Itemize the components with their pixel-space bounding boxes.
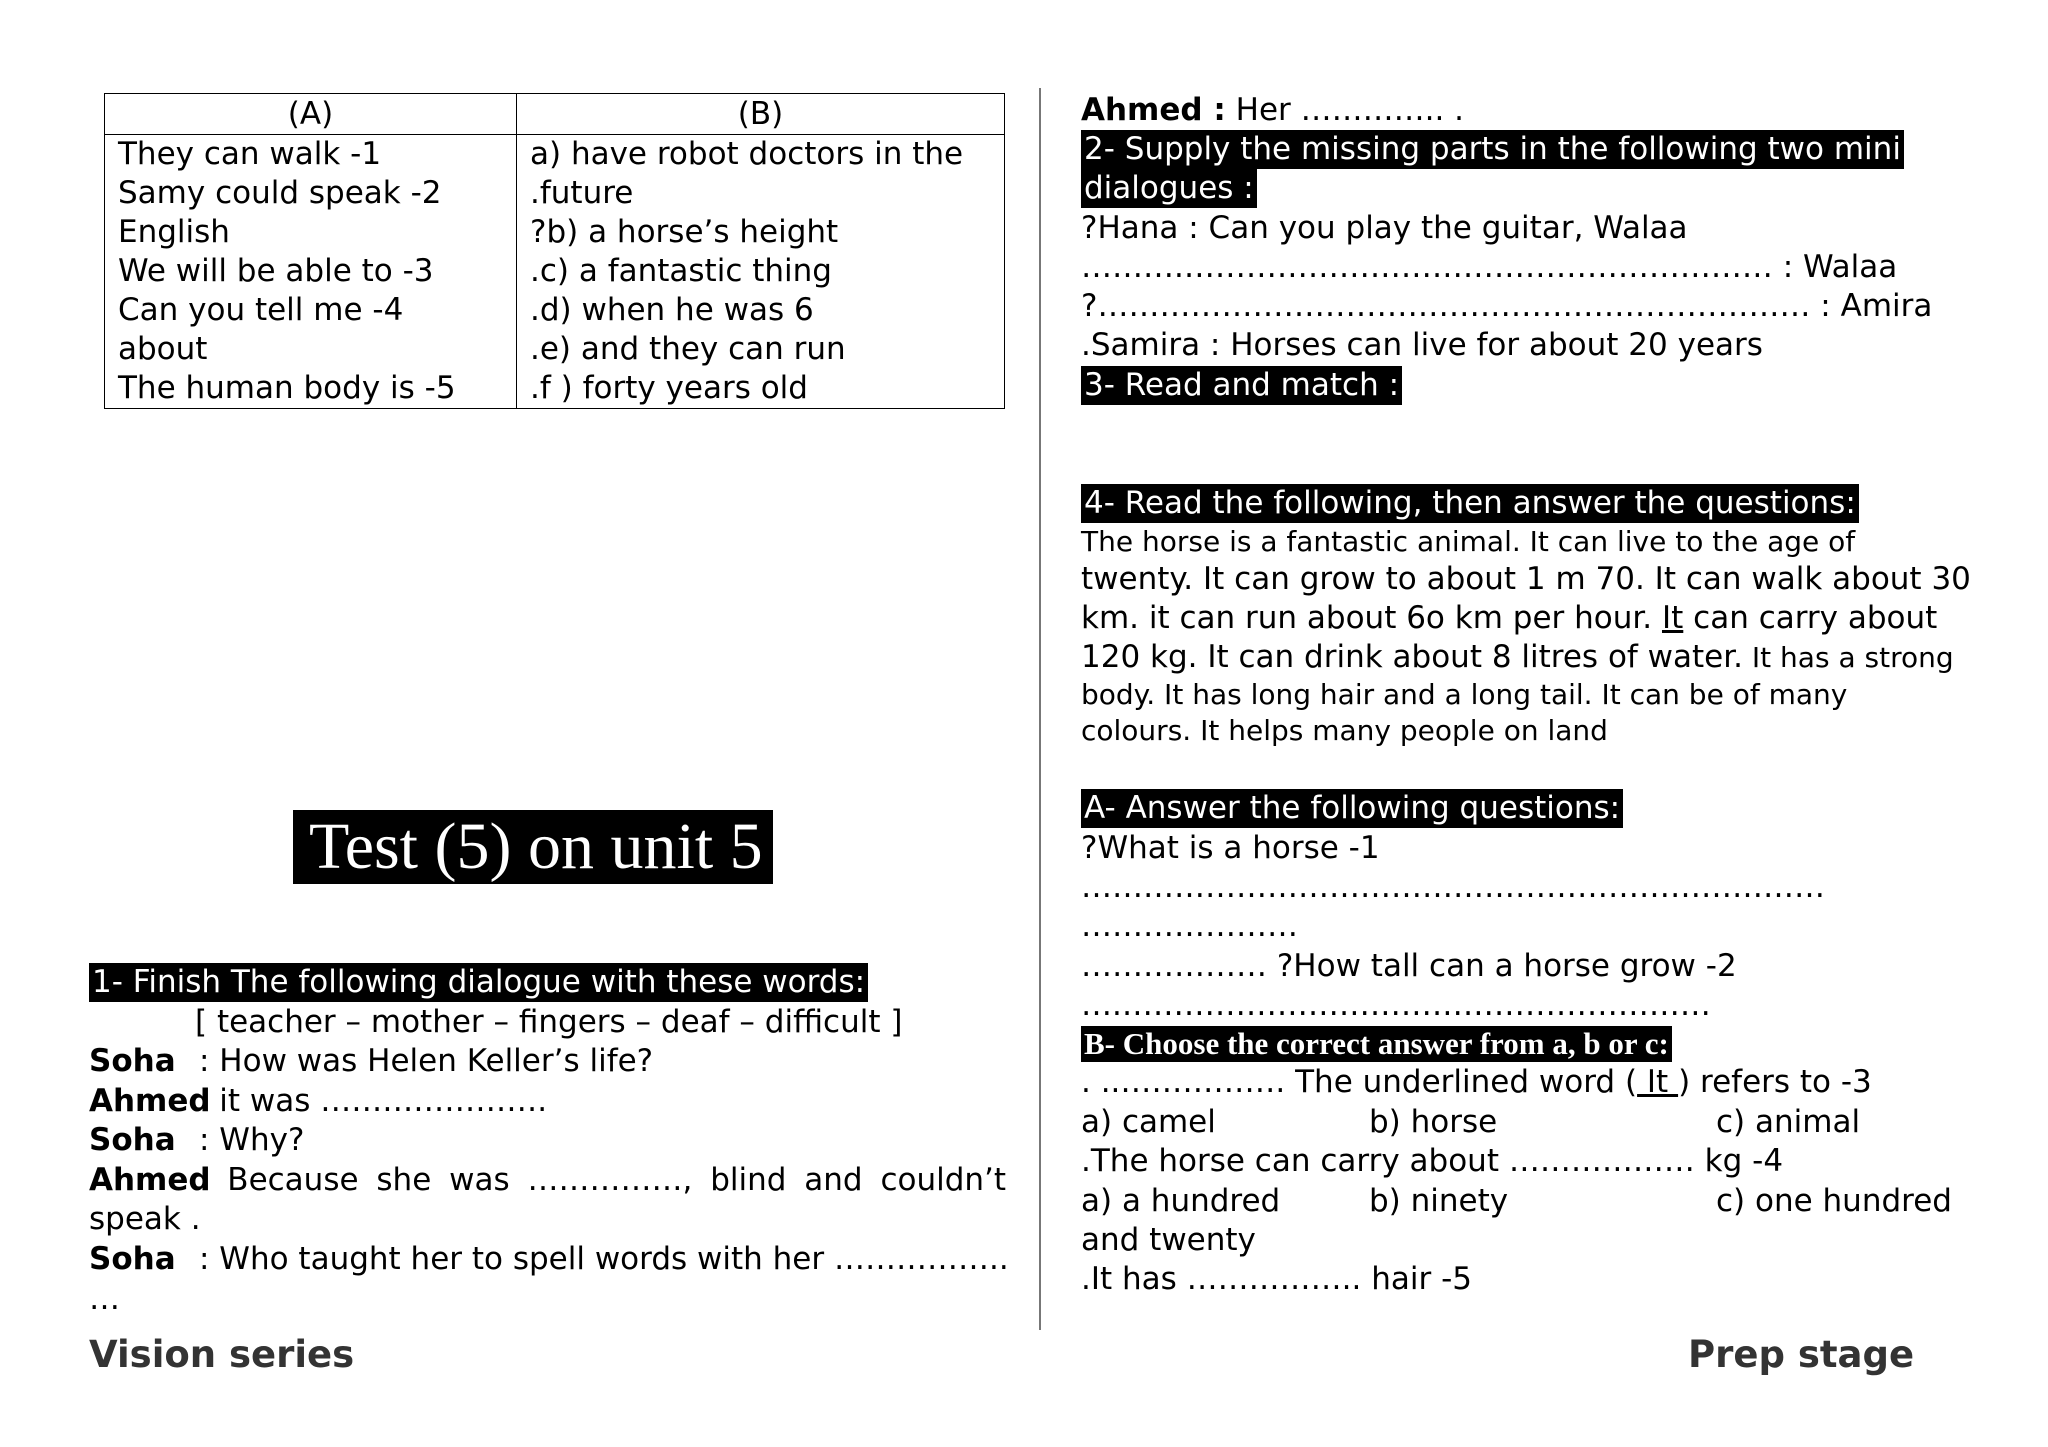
table-cell: .f ) forty years old [530, 370, 808, 406]
table-cell: Samy could speak -2 [118, 175, 442, 211]
section3-heading: 3- Read and match : [1081, 366, 1402, 405]
question: ?What is a horse -1 [1081, 830, 1380, 866]
table-cell: .future [530, 175, 634, 211]
dialogue-text: : it was …………………. [199, 1083, 548, 1119]
reading-passage-line: body. It has long hair and a long tail. It can be of many [1081, 678, 1848, 711]
speaker: Soha [89, 1122, 176, 1158]
reading-passage-line: The horse is a fantastic animal. It can live to the age of [1081, 525, 1856, 558]
dialogue-line [89, 1161, 1007, 1200]
underlined-word: It [1661, 600, 1684, 636]
dialogue-line: speak . [89, 1201, 201, 1237]
reading-passage-line [1081, 638, 1954, 677]
answer-line: ……………………………………………………………… [1081, 869, 1825, 905]
question: .The horse can carry about ……………… kg -4 [1081, 1143, 1784, 1179]
table-cell: .d) when he was 6 [530, 292, 814, 328]
test-title: Test (5) on unit 5 [293, 810, 773, 884]
question [1081, 1063, 1872, 1102]
speaker: Ahmed [89, 1162, 211, 1198]
dialogue-text: : Why? [199, 1122, 305, 1158]
dialogue-text: : Because she was ……………, blind and couldn’t [199, 1162, 1007, 1198]
question-text: . ..……………. The underlined word ( [1081, 1064, 1638, 1100]
matching-table [104, 93, 1005, 409]
dialogue-line [89, 1082, 547, 1121]
column-b-header: (B) [517, 94, 1005, 135]
reading-passage-line [1081, 599, 1937, 638]
column-b [517, 135, 1005, 409]
reading-passage-line: twenty. It can grow to about 1 m 70. It can walk about 30 [1081, 561, 1971, 597]
speaker: Ahmed : [1081, 92, 1226, 128]
footer-left: Vision series [89, 1333, 355, 1376]
column-divider [1039, 88, 1041, 1330]
dialogue-line: … [89, 1281, 120, 1317]
option-c-cont: and twenty [1081, 1222, 1256, 1258]
question-text: ) refers to -3 [1678, 1064, 1872, 1100]
passage-text: It has a strong [1743, 641, 1954, 674]
dialogue-line: ?…………………………………………………………… : Amira [1081, 288, 1933, 324]
dialogue-line: .Samira : Horses can live for about 20 years [1081, 327, 1763, 363]
table-cell: We will be able to -3 [118, 253, 434, 289]
word-bank: [ teacher – mother – fingers – deaf – difficult ] [195, 1004, 903, 1040]
dialogue-line [89, 1042, 653, 1081]
passage-text: can carry about [1683, 600, 1938, 636]
table-cell: about [118, 331, 208, 367]
question: .It has …………….. hair -5 [1081, 1261, 1472, 1297]
column-a-header: (A) [105, 94, 517, 135]
section2-heading: 2- Supply the missing parts in the following two mini [1081, 130, 1904, 169]
section4-heading: 4- Read the following, then answer the questions: [1081, 484, 1859, 523]
table-cell: English [118, 214, 230, 250]
passage-text: 120 kg. It can drink about 8 litres of water. [1081, 639, 1744, 675]
underlined-word: It [1637, 1064, 1679, 1100]
reading-passage-line: colours. It helps many people on land [1081, 714, 1608, 747]
column-a [105, 135, 517, 409]
table-cell: .e) and they can run [530, 331, 846, 367]
ahmed-line [1081, 91, 1464, 130]
option-a: a) camel [1081, 1104, 1216, 1140]
table-cell: .c) a fantastic thing [530, 253, 832, 289]
question: ……………… ?How tall can a horse grow -2 [1081, 948, 1737, 984]
passage-text: km. it can run about 6o km per hour. [1081, 600, 1662, 636]
answer-line: ………………… [1081, 908, 1298, 944]
table-cell: The human body is -5 [118, 370, 456, 406]
table-cell: a) have robot doctors in the [530, 136, 964, 172]
sectionA-heading: A- Answer the following questions: [1081, 789, 1623, 828]
table-cell: ?b) a horse’s height [530, 214, 839, 250]
dialogue-line: ?Hana : Can you play the guitar, Walaa [1081, 210, 1688, 246]
dialogue-line: ……….………………………………………………… : Walaa [1081, 249, 1898, 285]
option-b: b) horse [1369, 1104, 1498, 1140]
option-c: c) one hundred [1716, 1183, 1952, 1219]
section2-heading-cont: dialogues : [1081, 169, 1257, 208]
speaker: Soha [89, 1043, 176, 1079]
table-cell: They can walk -1 [118, 136, 382, 172]
section1-heading: 1- Finish The following dialogue with these words: [89, 963, 868, 1002]
footer-right: Prep stage [1688, 1333, 1915, 1376]
sectionB-heading: B- Choose the correct answer from a, b or c: [1081, 1026, 1672, 1062]
speaker: Soha [89, 1241, 176, 1277]
dialogue-text: Her ………….. . [1225, 92, 1465, 128]
dialogue-line [89, 1240, 1009, 1279]
dialogue-line [89, 1121, 304, 1160]
option-b: b) ninety [1369, 1183, 1509, 1219]
option-c: c) animal [1716, 1104, 1861, 1140]
answer-line: ….………………………………………………… [1081, 987, 1711, 1023]
table-cell: Can you tell me -4 [118, 292, 404, 328]
dialogue-text: : How was Helen Keller’s life? [199, 1043, 654, 1079]
dialogue-text: : Who taught her to spell words with her …………….. [199, 1241, 1009, 1277]
option-a: a) a hundred [1081, 1183, 1281, 1219]
speaker: Ahmed [89, 1083, 211, 1119]
